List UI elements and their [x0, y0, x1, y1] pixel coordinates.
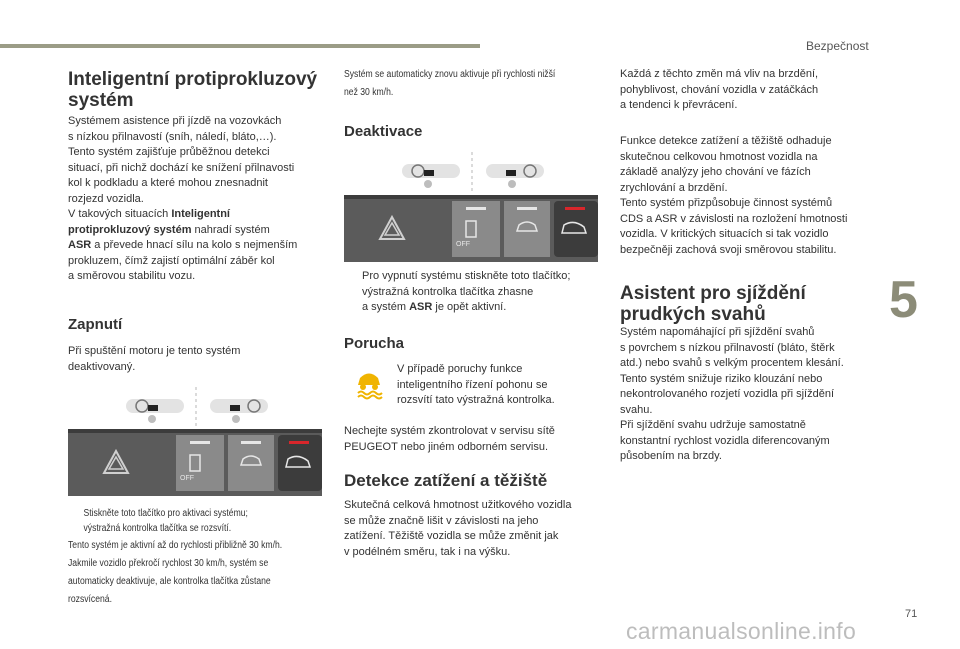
load-detection-line: bezpečněji zachová svoji směrovou stabilitu. — [620, 243, 837, 256]
control-panel-deaktivace — [344, 195, 598, 262]
porucha-section — [344, 335, 602, 353]
intro-title-line1: Inteligentní protiprokluzový — [68, 69, 318, 90]
load-detection-text — [620, 134, 882, 258]
intro-line: Systémem asistence při jízdě na vozovkách — [68, 115, 282, 127]
zapnuti-bullet-text — [68, 506, 333, 536]
deaktivace-text-span: je opět aktivní. — [432, 301, 507, 313]
intro-title — [68, 69, 326, 111]
reactivation-note-text — [344, 66, 606, 102]
steering-switch-illustration — [118, 385, 278, 429]
zapnuti-line: Při spuštění motoru je tento systém — [68, 345, 241, 357]
porucha-title: Porucha — [344, 335, 405, 352]
load-effects-line: Každá z těchto změn má vliv na brzdění, — [620, 68, 819, 80]
intro-text — [68, 114, 326, 285]
deaktivace-bullet-line — [362, 300, 602, 316]
intro-bold-span: ASR — [68, 239, 92, 251]
zapnuti-note-line: rozsvícená. — [68, 594, 112, 605]
deaktivace-title: Deaktivace — [344, 123, 423, 140]
deaktivace-section — [344, 123, 602, 141]
asistent-line: Tento systém snižuje riziko klouzání nebo — [620, 372, 823, 385]
load-detection-line: základě analýzy jeho chování ve fázích — [620, 166, 811, 178]
watermark: carmanualsonline.info — [626, 618, 857, 644]
asistent-title — [620, 283, 882, 325]
load-effects-line: pohyblivost, chování vozidla v zatáčkách — [620, 83, 819, 96]
chapter-number: 5 — [889, 271, 918, 329]
porucha-line: rozsvítí tato výstražná kontrolka. — [397, 394, 555, 406]
asistent-title-line2: prudkých svahů — [620, 304, 766, 325]
asistent-text — [620, 325, 882, 465]
deaktivace-text-span: a systém — [362, 301, 410, 313]
load-detection-line: zrychlování a brzdění. — [620, 181, 728, 194]
intro-text-span: V takových situacích — [68, 208, 172, 220]
intro-line — [68, 238, 326, 254]
load-effects-text — [620, 67, 882, 114]
intro-line: situací, při nichž dochází ke snížení přilnavosti — [68, 161, 295, 174]
deaktivace-bullet-text — [344, 269, 602, 316]
reactivation-note — [344, 66, 649, 102]
section-title: Bezpečnost — [806, 39, 869, 53]
zapnuti-bullet-line: Stiskněte toto tlačítko pro aktivaci systému; — [83, 508, 248, 519]
asistent-line: nekontrolovaného rozjetí vozidla při sjíždění — [620, 388, 835, 400]
detekce-section — [344, 470, 602, 491]
porucha-icon-text — [397, 362, 597, 409]
asistent-line: konstantní rychlost vozidla diferencovaným — [620, 434, 830, 447]
asistent-line: působením na brzdy. — [620, 450, 722, 462]
detekce-line: Skutečná celková hmotnost užitkového vozidla — [344, 499, 572, 511]
intro-line — [68, 207, 326, 223]
deaktivace-bold-span: ASR — [409, 301, 433, 313]
asistent-title-line1: Asistent pro sjíždění — [620, 283, 806, 304]
intro-bold-span: protiprokluzový systém — [68, 223, 192, 236]
detekce-line: se může značně lišit v závislosti na jeho — [344, 514, 539, 527]
detekce-line: zatížení. Těžiště vozidla se může změnit jak — [344, 530, 559, 542]
deaktivace-bullet-line: Pro vypnutí systému stiskněte toto tlačítko; — [362, 270, 571, 282]
asistent-section — [620, 283, 882, 325]
off-label: OFF — [180, 475, 194, 482]
control-panel-zapnuti — [68, 429, 322, 496]
porucha-line: V případě poruchy funkce — [397, 363, 523, 375]
asistent-line: svahu. — [620, 403, 653, 416]
load-detection-line: Funkce detekce zatížení a těžiště odhaduje — [620, 135, 832, 147]
zapnuti-text — [68, 344, 326, 375]
porucha-line: inteligentního řízení pohonu se — [397, 378, 548, 391]
load-detection-line: Tento systém přizpůsobuje činnost systémů — [620, 197, 833, 209]
asistent-line: Při sjíždění svahu udržuje samostatně — [620, 419, 806, 431]
detekce-text — [344, 498, 602, 560]
intro-line: Tento systém zajišťuje průběžnou detekci — [68, 146, 270, 158]
intro-title-line2: systém — [68, 90, 134, 111]
load-effects-line: a tendenci k převrácení. — [620, 99, 738, 111]
deaktivace-bullet-line: výstražná kontrolka tlačítka zhasne — [362, 285, 534, 298]
asistent-line: Systém napomáhající při sjíždění svahů — [620, 326, 815, 338]
load-detection-line: skutečnou celkovou hmotnost vozidla na — [620, 150, 818, 163]
load-detection-line: vozidla. V kritických situacích si tak vozidlo — [620, 228, 829, 240]
zapnuti-note-line: automaticky deaktivuje, ale kontrolka tlačítka zůstane — [68, 576, 271, 587]
intro-text-span: nahradí systém — [191, 223, 270, 236]
intro-line: kol k podkladu a které mohou znesnadnit — [68, 177, 268, 189]
porucha-line: Nechejte systém zkontrolovat v servisu sítě — [344, 425, 555, 437]
intro-line: rozjezd vozidla. — [68, 192, 144, 205]
zapnuti-bullet — [68, 506, 376, 536]
reactivation-note-line: než 30 km/h. — [344, 87, 394, 98]
deaktivace-bullet — [344, 269, 602, 316]
page-number: 71 — [905, 608, 918, 620]
zapnuti-bullet-line: výstražná kontrolka tlačítka se rozsvítí. — [83, 523, 232, 534]
detekce-title: Detekce zatížení a těžiště — [344, 471, 548, 490]
intro-text-span: a převede hnací sílu na kolo s nejmenším — [91, 239, 298, 251]
zapnuti-note-line: Tento systém je aktivní až do rychlosti přibližně 30 km/h. — [68, 540, 283, 551]
detekce-line: v podélném směru, tak i na výšku. — [344, 545, 511, 558]
traction-warning-icon — [352, 366, 386, 400]
asistent-line: atd.) nebo svahů s velkým procentem klesání. — [620, 357, 844, 369]
porucha-text — [344, 424, 602, 455]
zapnuti-note-text — [68, 537, 330, 609]
load-detection-line: CDS a ASR v závislosti na rozložení hmotnosti — [620, 212, 848, 225]
intro-section — [68, 69, 326, 111]
zapnuti-line: deaktivovaný. — [68, 360, 136, 373]
header-accent-bar — [0, 44, 480, 48]
zapnuti-section — [68, 316, 326, 334]
steering-switch-illustration — [394, 150, 554, 194]
zapnuti-note — [68, 537, 373, 609]
zapnuti-title: Zapnutí — [68, 316, 123, 333]
intro-line: prokluzem, čímž zajistí optimální záběr kol — [68, 254, 275, 267]
zapnuti-note-line: Jakmile vozidlo překročí rychlost 30 km/h, systém se — [68, 558, 269, 569]
intro-line: a směrovou stabilitu vozu. — [68, 270, 196, 282]
intro-bold-span: Inteligentní — [171, 208, 230, 220]
reactivation-note-line: Systém se automaticky znovu aktivuje při rychlosti nižší — [344, 69, 556, 80]
porucha-line: PEUGEOT nebo jiném odborném servisu. — [344, 440, 548, 453]
intro-line: s nízkou přilnavostí (sníh, náledí, bláto,…). — [68, 130, 277, 143]
intro-line — [68, 223, 326, 239]
off-label: OFF — [456, 241, 470, 248]
asistent-line: s povrchem s nízkou přilnavostí (bláto, štěrk — [620, 341, 835, 354]
